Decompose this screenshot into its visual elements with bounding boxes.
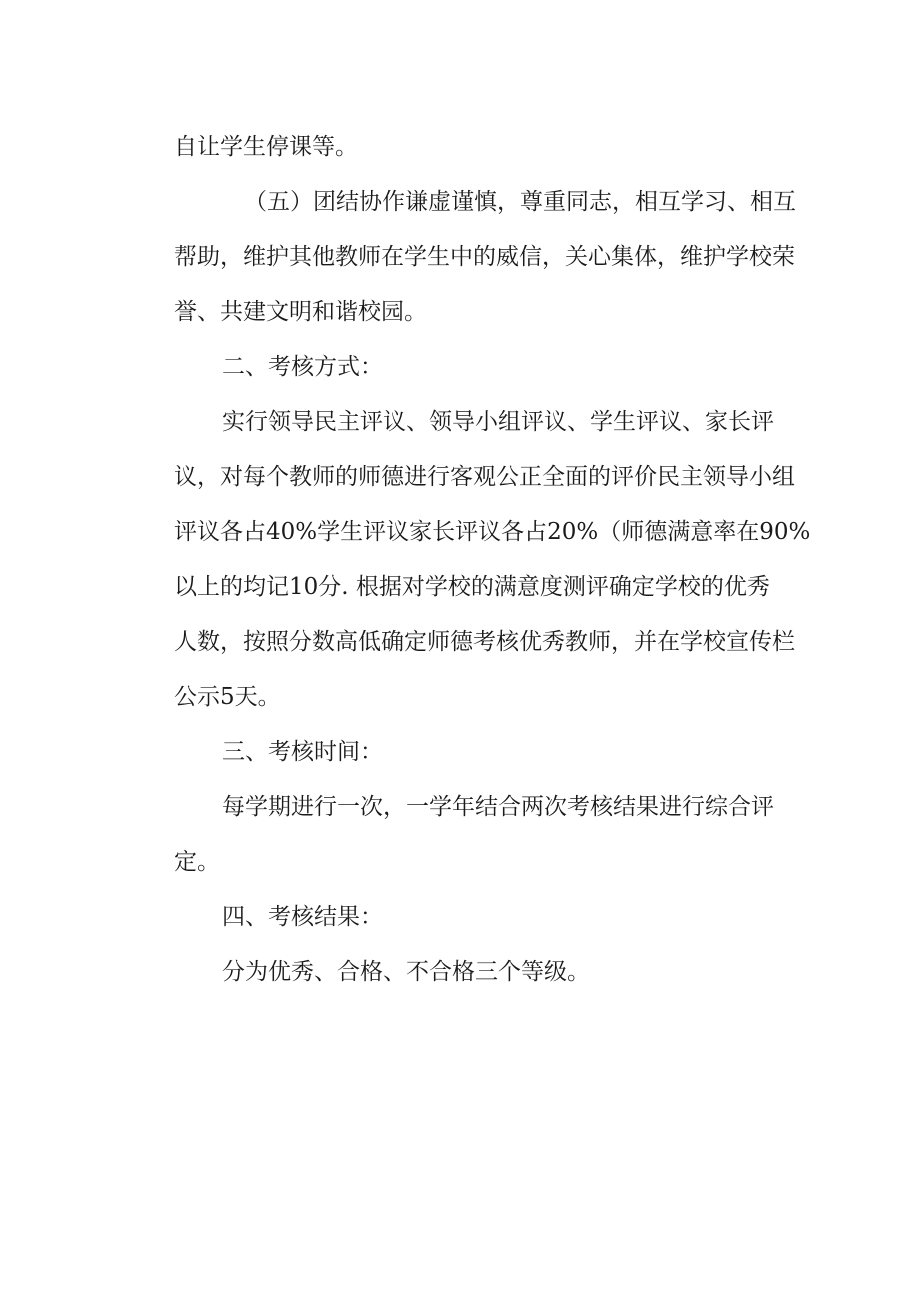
text-line: 实行领导民主评议、领导小组评议、学生评议、家长评 [222, 409, 774, 435]
text-line: 分为优秀、合格、不合格三个等级。 [222, 959, 590, 985]
text-line: 以上的均记10分. 根据对学校的满意度测评确定学校的优秀 [174, 574, 770, 600]
text-line: 人数，按照分数高低确定师德考核优秀教师，并在学校宣传栏 [174, 629, 795, 655]
text-line: 议，对每个教师的师德进行客观公正全面的评价民主领导小组 [174, 464, 795, 490]
section-heading: 二、考核方式： [222, 354, 383, 380]
text-line: 誉、共建文明和谐校园。 [174, 299, 427, 325]
text-line: 定。 [174, 849, 220, 875]
text-line: 自让学生停课等。 [174, 134, 358, 160]
document-body [174, 124, 811, 1004]
text-line: 公示5天。 [174, 684, 281, 710]
text-line: （五）团结协作谦虚谨慎，尊重同志，相互学习、相互 [244, 189, 796, 215]
text-line: 帮助，维护其他教师在学生中的威信，关心集体，维护学校荣 [174, 244, 795, 270]
section-heading: 三、考核时间： [222, 739, 383, 765]
section-heading: 四、考核结果： [222, 904, 383, 930]
text-line: 每学期进行一次，一学年结合两次考核结果进行综合评 [222, 794, 774, 820]
text-line: 评议各占40%学生评议家长评议各占20%（师德满意率在90% [174, 519, 811, 545]
